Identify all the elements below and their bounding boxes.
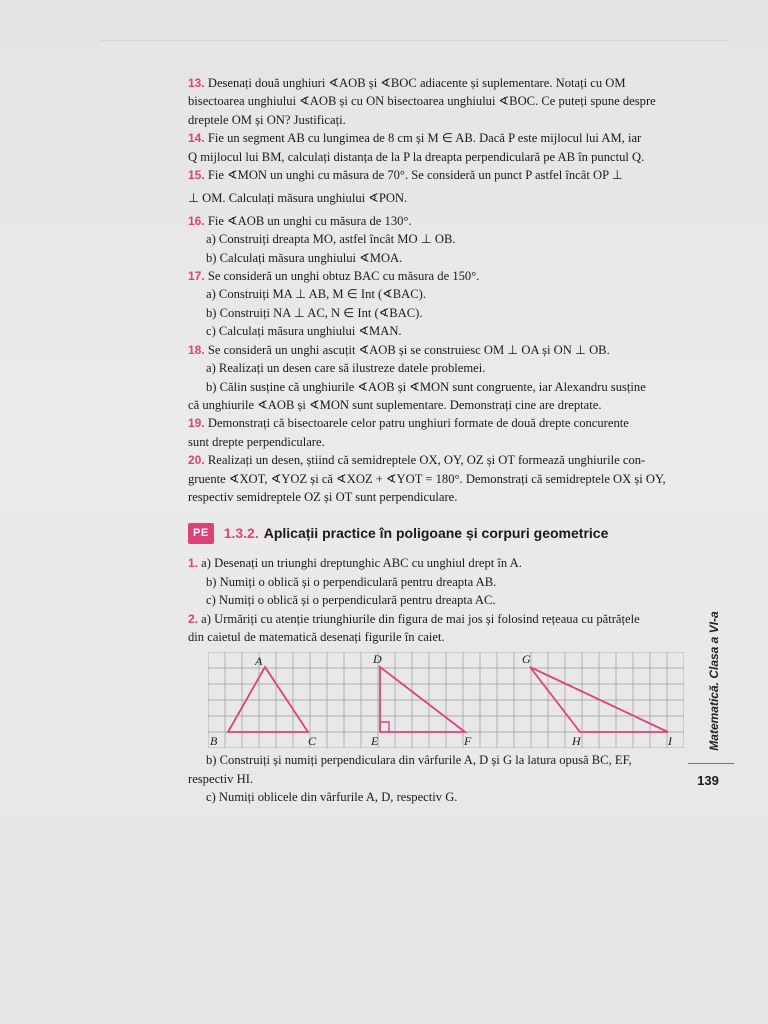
problem-17-item-a: a) Construiți MA ⊥ AB, M ∈ Int (∢BAC).: [206, 287, 427, 302]
problem-17-line-1: [188, 267, 688, 285]
problem-18-item-b: b) Călin susține că unghiurile ∢AOB și ∢MON sunt congruente, iar Alexandru susține: [206, 379, 646, 394]
problem-text: Fie ∢AOB un unghi cu măsura de 130°.: [207, 213, 412, 228]
triangles-grid-figure: [208, 652, 684, 748]
vertex-label-i: I: [668, 734, 672, 749]
problem-20-line-2: gruente ∢XOT, ∢YOZ și că ∢XOZ + ∢YOT = 180°. Demonstrați că semidreptele OX și OY,: [188, 471, 666, 486]
problem-number: 2.: [188, 611, 199, 626]
problem-number: 13.: [188, 76, 205, 90]
problem-15-line-1: [188, 166, 688, 184]
practical-2-item-c: c) Numiți oblicele din vârfurile A, D, respectiv G.: [206, 790, 458, 805]
problem-number: 16.: [188, 213, 205, 228]
problem-17-item-c: c) Calculați măsura unghiului ∢MAN.: [206, 324, 402, 339]
problem-14-line-1: [188, 129, 688, 147]
problem-13-line-3: dreptele OM și ON? Justificați.: [188, 112, 346, 127]
page-number-rule: [688, 763, 734, 764]
problem-19-line-2: sunt drepte perpendiculare.: [188, 434, 325, 449]
practical-1-item-b: b) Numiți o oblică și o perpendiculară pentru dreapta AB.: [206, 574, 497, 589]
problem-16-item-a: a) Construiți dreapta MO, astfel încât MO ⊥ OB.: [206, 232, 456, 247]
practical-1-line-1: [188, 554, 688, 572]
book-title: Matematică. Clasa a VI-a: [707, 611, 721, 751]
practical-2-item-b: b) Construiți și numiți perpendiculara din vârfurile A, D și G la latura opusă BC, EF,: [206, 753, 632, 768]
square-grid: [208, 652, 684, 748]
vertex-label-h: H: [572, 734, 581, 749]
practical-2-line-2: din caietul de matematică desenați figurile în caiet.: [188, 629, 445, 644]
grid-svg: [208, 652, 684, 748]
problem-18-line-1: [188, 341, 688, 359]
page-number: 139: [697, 773, 719, 788]
problem-text: Se consideră un unghi obtuz BAC cu măsura de 150°.: [207, 269, 480, 284]
right-angle-mark: [380, 722, 389, 732]
problem-text: Fie un segment AB cu lungimea de 8 cm și M ∈ AB. Dacă P este mijlocul lui AM, iar: [207, 131, 642, 146]
problem-16-line-1: [188, 212, 688, 230]
problem-14-line-2: Q mijlocul lui BM, calculați distanța de la P la dreapta perpendiculară pe AB în punctul Q.: [188, 149, 645, 164]
section-heading: [188, 523, 688, 543]
problem-20-line-3: respectiv semidreptele OZ și OT sunt perpendiculare.: [188, 489, 458, 504]
problem-number: 14.: [188, 131, 205, 146]
problem-number: 20.: [188, 453, 205, 468]
problem-text: Demonstrați că bisectoarele celor patru unghiuri formate de două drepte concurente: [207, 416, 629, 431]
problem-18-item-b-cont: că unghiurile ∢AOB și ∢MON sunt suplementare. Demonstrați cine are dreptate.: [188, 397, 602, 412]
vertex-label-g: G: [522, 652, 531, 667]
problem-20-line-1: [188, 451, 688, 469]
problem-19-line-1: [188, 414, 688, 432]
problem-text: a) Desenați un triunghi dreptunghic ABC cu unghiul drept în A.: [201, 556, 522, 571]
problem-16-item-b: b) Calculați măsura unghiului ∢MOA.: [206, 250, 403, 265]
vertex-label-c: C: [308, 734, 317, 749]
triangle-abc: [228, 667, 308, 732]
page-content: [188, 74, 688, 807]
section-badge: PE: [188, 523, 214, 543]
problem-number: 18.: [188, 342, 205, 357]
vertex-label-e: E: [371, 734, 379, 749]
problem-text: Desenați două unghiuri ∢AOB și ∢BOC adiacente și suplementare. Notați cu OM: [207, 76, 626, 90]
problem-13-line-2: bisectoarea unghiului ∢AOB și cu ON bisectoarea unghiului ∢BOC. Ce puteți spune despre: [188, 94, 656, 109]
problem-15-line-2: ⊥ OM. Calculați măsura unghiului ∢PON.: [188, 191, 408, 206]
problem-number: 17.: [188, 269, 205, 284]
vertex-label-b: B: [210, 734, 218, 749]
problem-text: Fie ∢MON un unghi cu măsura de 70°. Se consideră un punct P astfel încât OP ⊥: [207, 168, 623, 183]
problem-text: Se consideră un unghi ascuțit ∢AOB și se construiesc OM ⊥ OA și ON ⊥ OB.: [207, 342, 610, 357]
vertex-label-f: F: [464, 734, 472, 749]
section-number: 1.3.2.: [223, 525, 259, 542]
problem-13-line-1: [188, 74, 688, 92]
triangle-def: [380, 667, 465, 732]
problem-number: 1.: [188, 556, 199, 571]
problem-text: a) Urmăriți cu atenție triunghiurile din figura de mai jos și folosind rețeaua cu pătrățele: [201, 611, 640, 626]
page-top-rule: [100, 40, 728, 41]
problem-17-item-b: b) Construiți NA ⊥ AC, N ∈ Int (∢BAC).: [206, 305, 423, 320]
book-title-sidebar: [705, 608, 723, 758]
problem-number: 15.: [188, 168, 205, 183]
section-title: Aplicații practice în poligoane și corpuri geometrice: [263, 525, 609, 542]
vertex-label-a: A: [255, 654, 263, 669]
vertex-label-d: D: [373, 652, 382, 667]
practical-2-item-b-cont: respectiv HI.: [188, 771, 254, 786]
problem-text: Realizați un desen, știind că semidreptele OX, OY, OZ și OT formează unghiurile con-: [207, 453, 646, 468]
problem-18-item-a: a) Realizați un desen care să ilustreze datele problemei.: [206, 361, 486, 376]
problem-number: 19.: [188, 416, 205, 431]
practical-1-item-c: c) Numiți o oblică și o perpendiculară pentru dreapta AC.: [206, 593, 496, 608]
practical-2-line-1: [188, 610, 688, 628]
